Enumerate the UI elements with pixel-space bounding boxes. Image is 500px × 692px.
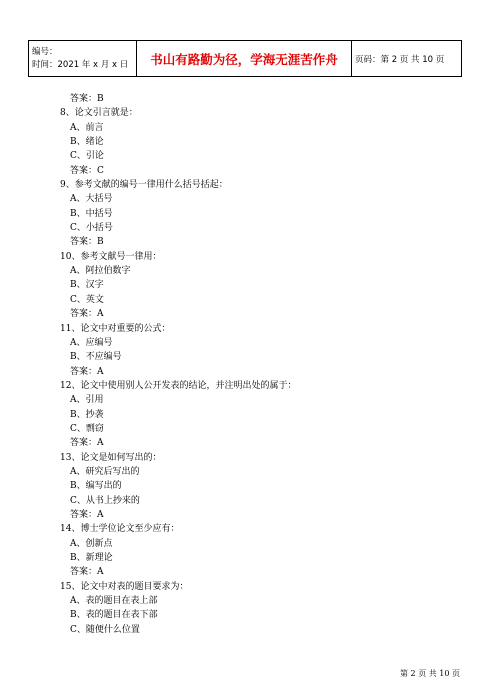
answer-option: B、表的题目在表下部 bbox=[70, 610, 158, 621]
answer-key: 答案：C bbox=[70, 165, 104, 176]
answer-option: C、引论 bbox=[70, 151, 104, 162]
answer-key: 答案：A bbox=[70, 567, 104, 578]
question-text: 15、论文中对表的题目要求为： bbox=[60, 581, 189, 592]
header-page-label: 页码：第 2 页 共 10 页 bbox=[355, 54, 445, 65]
question-text: 13、论文是如何写出的： bbox=[60, 452, 162, 463]
answer-option: C、从书上抄来的 bbox=[70, 495, 140, 506]
answer-option: A、大括号 bbox=[70, 194, 113, 205]
question-text: 9、参考文献的编号一律用什么括号括起： bbox=[60, 180, 228, 191]
answer-option: C、随便什么位置 bbox=[70, 624, 140, 635]
header-page-cell bbox=[352, 41, 461, 76]
answer-option: B、绪论 bbox=[70, 137, 104, 148]
answer-option: C、小括号 bbox=[70, 223, 113, 234]
answer-option: A、阿拉伯数字 bbox=[70, 266, 131, 277]
answer-option: A、前言 bbox=[70, 122, 104, 133]
document-number-label: 编号： bbox=[32, 46, 58, 57]
answer-option: A、创新点 bbox=[70, 538, 113, 549]
header-info-cell bbox=[29, 41, 137, 76]
header-motto-cell bbox=[137, 41, 352, 76]
question-list bbox=[60, 92, 460, 637]
document-time-label: 时间：2021 年 x 月 x 日 bbox=[32, 59, 129, 70]
answer-option: A、引用 bbox=[70, 395, 104, 406]
answer-key: 答案：B bbox=[70, 94, 104, 104]
page-footer: 第 2 页 共 10 页 bbox=[400, 669, 460, 678]
answer-option: B、不应编号 bbox=[70, 352, 122, 363]
question-text: 8、论文引言就是： bbox=[60, 108, 138, 119]
answer-key: 答案：A bbox=[70, 438, 104, 449]
header-motto: 书山有路勤为径，学海无涯苦作舟 bbox=[150, 51, 338, 67]
answer-option: B、抄袭 bbox=[70, 409, 104, 420]
answer-option: C、剽窃 bbox=[70, 423, 104, 434]
answer-key: 答案：B bbox=[70, 237, 104, 248]
answer-option: B、汉字 bbox=[70, 280, 104, 291]
answer-option: A、研究后写出的 bbox=[70, 466, 140, 477]
question-text: 12、论文中使用别人公开发表的结论，并注明出处的属于： bbox=[60, 380, 297, 391]
question-text: 11、论文中对重要的公式： bbox=[60, 323, 171, 334]
answer-option: A、应编号 bbox=[70, 337, 113, 348]
answer-key: 答案：A bbox=[70, 509, 104, 520]
answer-option: B、中括号 bbox=[70, 208, 113, 219]
answer-option: B、编写出的 bbox=[70, 481, 122, 492]
page-header bbox=[28, 40, 462, 77]
answer-key: 答案：A bbox=[70, 309, 104, 320]
answer-option: B、新理论 bbox=[70, 553, 113, 563]
question-text: 14、博士学位论文至少应有： bbox=[60, 524, 180, 535]
answer-option: A、表的题目在表上部 bbox=[70, 596, 158, 607]
question-text: 10、参考文献号一律用： bbox=[60, 251, 162, 262]
answer-key: 答案：A bbox=[70, 366, 104, 377]
answer-option: C、英文 bbox=[70, 294, 104, 305]
